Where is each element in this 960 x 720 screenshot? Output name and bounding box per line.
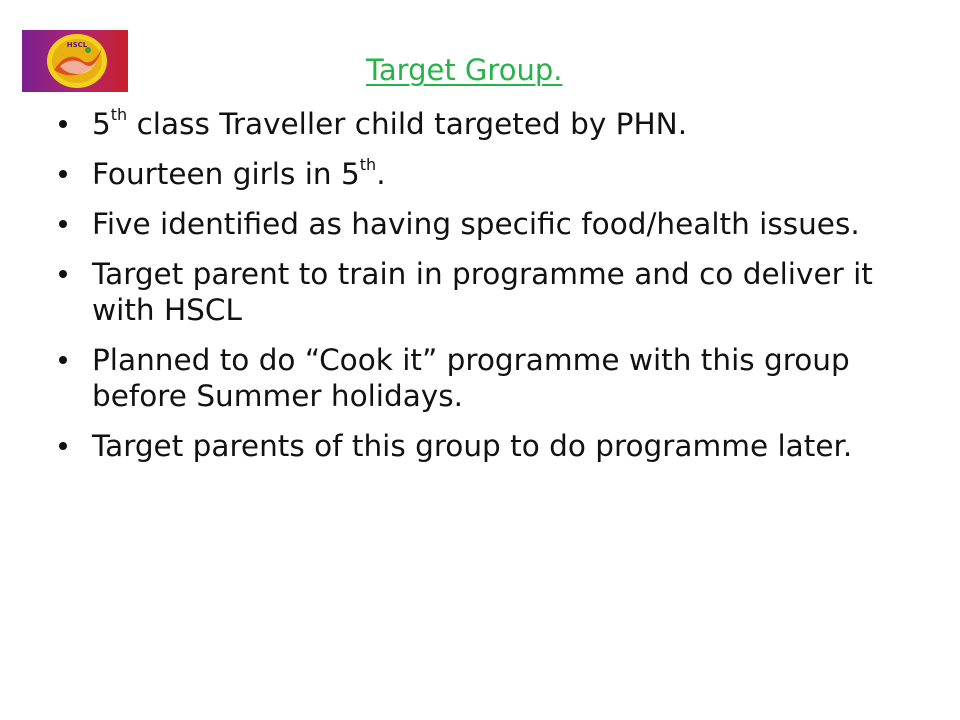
bullet-text: Fourteen girls in 5 [92, 157, 360, 191]
bullet-text: Target parents of this group to do programme later. [92, 429, 853, 463]
slide-title: Target Group. [366, 53, 563, 87]
bullet-list [58, 106, 918, 478]
bullet-dot-icon [59, 270, 67, 278]
superscript-ordinal: th [110, 105, 128, 124]
bullet-text: Target parent to train in programme and co deliver it with HSCL [92, 257, 873, 327]
bullet-text: 5 [92, 107, 111, 141]
bullet-item [58, 106, 918, 142]
bullet-item [58, 206, 918, 242]
bullet-item [58, 256, 918, 328]
bullet-text-tail: . [376, 157, 386, 191]
bullet-item [58, 342, 918, 414]
superscript-ordinal: th [359, 155, 377, 174]
logo-text: HSCL [66, 41, 88, 49]
bullet-dot-icon [59, 220, 67, 228]
hscl-logo-emblem [22, 30, 128, 92]
bullet-dot-icon [59, 120, 67, 128]
bullet-item [58, 156, 918, 192]
bullet-text-tail: class Traveller child targeted by PHN. [127, 107, 688, 141]
bullet-dot-icon [59, 442, 67, 450]
bullet-text: Planned to do “Cook it” programme with this group before Summer holidays. [92, 343, 850, 413]
bullet-dot-icon [59, 170, 67, 178]
hscl-logo [22, 30, 128, 92]
bullet-text: Five identified as having specific food/health issues. [92, 207, 860, 241]
bullet-dot-icon [59, 356, 67, 364]
bullet-item [58, 428, 918, 464]
